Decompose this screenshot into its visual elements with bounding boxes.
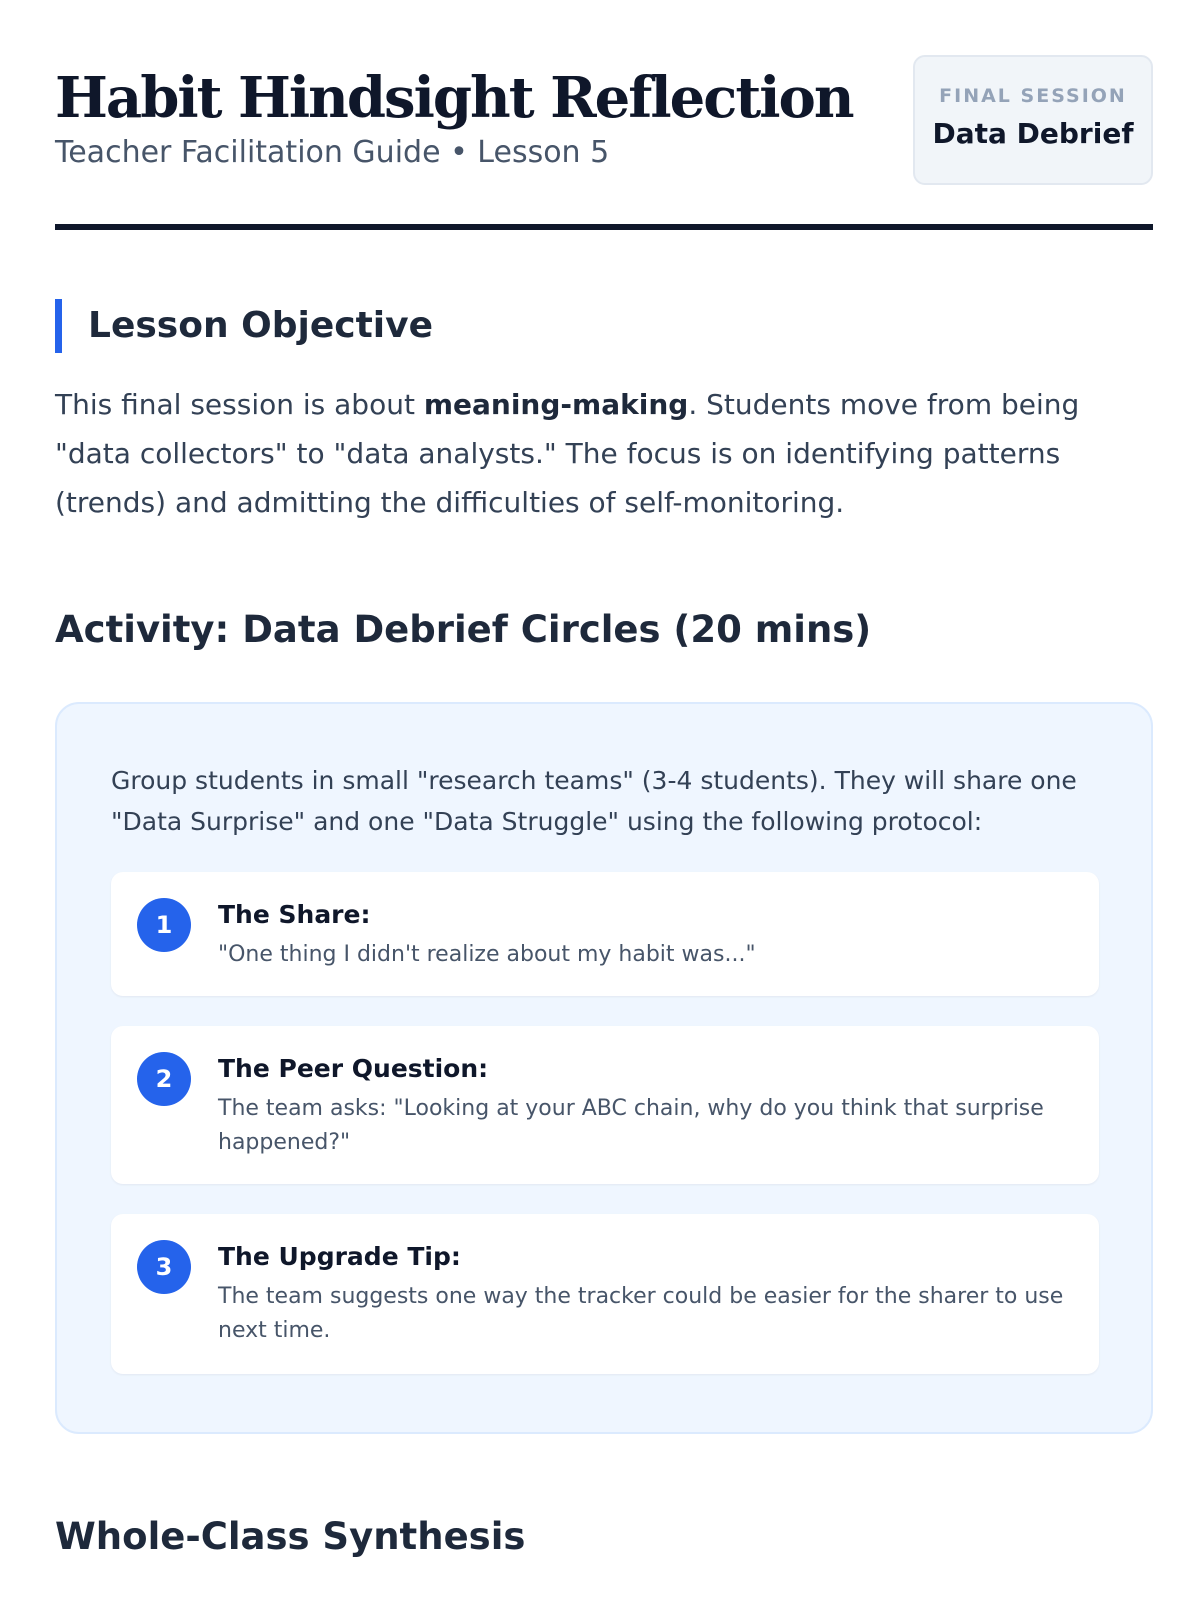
activity-heading: Activity: Data Debrief Circles (20 mins) [55, 608, 872, 651]
session-badge-label: FINAL SESSION [939, 85, 1127, 107]
step-description: The team asks: "Looking at your ABC chain, why do you think that surprise happened?" [218, 1096, 1044, 1155]
step-number-badge: 3 [137, 1240, 191, 1294]
protocol-step [111, 872, 1099, 996]
step-title: The Upgrade Tip: [218, 1242, 461, 1271]
objective-text-part: . Students move from being "data collectors" to "data analysts." The focus is on identifying patterns (trends) and admitting the difficulties of self-monitoring. [55, 388, 1080, 519]
page-subtitle: Teacher Facilitation Guide • Lesson 5 [55, 135, 610, 170]
step-title: The Peer Question: [218, 1054, 489, 1083]
step-description: The team suggests one way the tracker could be easier for the sharer to use next time. [218, 1284, 1064, 1343]
step-description: "One thing I didn't realize about my habit was..." [218, 942, 756, 967]
objective-emphasis: meaning-making [423, 388, 689, 421]
session-badge [913, 55, 1153, 185]
facilitation-guide-page [55, 0, 1153, 1600]
page-header [55, 55, 1153, 230]
objective-text-part: This final session is about [55, 388, 424, 421]
activity-intro: Group students in small "research teams" (3-4 students). They will share one "Data Surprise" and one "Data Struggle" using the following protocol: [111, 766, 1077, 836]
session-badge-value: Data Debrief [932, 117, 1134, 150]
step-number-badge: 1 [137, 898, 191, 952]
protocol-step [111, 1026, 1099, 1184]
step-title: The Share: [218, 900, 371, 929]
step-number-badge: 2 [137, 1052, 191, 1106]
activity-panel [55, 702, 1153, 1434]
page-title: Habit Hindsight Reflection [55, 65, 853, 131]
protocol-step [111, 1214, 1099, 1374]
objective-heading: Lesson Objective [55, 299, 433, 353]
synthesis-heading: Whole-Class Synthesis [55, 1515, 526, 1558]
objective-text [55, 380, 1153, 527]
